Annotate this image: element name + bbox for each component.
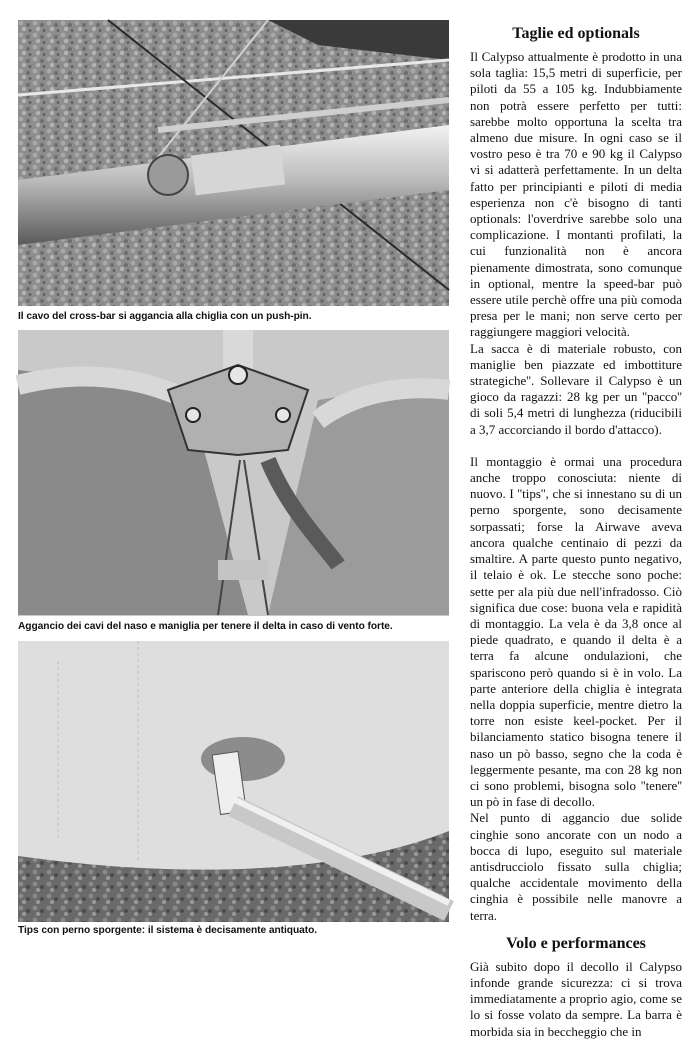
article-column	[470, 24, 682, 1040]
photo1-caption: Il cavo del cross-bar si aggancia alla chiglia con un push-pin.	[18, 311, 312, 322]
photo-crossbar-keel	[18, 20, 449, 306]
article-paragraph: Il Calypso attualmente è prodotto in una sola taglia: 15,5 metri di superficie, per piloti da 55 a 105 kg. Indubbiamente non potrà essere perfetto per tutti: sarebbe molto opportuna la scelta tra almeno due misure. In ogni caso se il vostro peso è tra 70 e 90 kg il Calypso vi si adatterà perfettamente. In un delta fatto per principianti e piloti di media esperienza non c'è bisogno di tanti optionals: l'overdrive sarebbe solo una complicazione. I montanti profilati, la cui funzionalità non è ancora pienamente dimostrata, sono comunque in optional, mentre la speed-bar può essere utile perchè offre una più comoda presa per le mani; non serve certo per raggiungere maggiori velocità.	[470, 49, 682, 340]
photo3-caption: Tips con perno sporgente: il sistema è decisamente antiquato.	[18, 925, 318, 936]
photo-wing-tip	[18, 641, 449, 922]
section-title-sizes-options: Taglie ed optionals	[512, 25, 640, 42]
article-paragraph: La sacca è di materiale robusto, con maniglie ben piazzate ed imbottiture strategiche''. Sollevare il Calypso è un gioco da ragazzi: 28 kg per un ''pacco'' di soli 5,4 metri di lunghezza (riducibili a 3,7 accorciando il bordo d'attacco).	[470, 340, 682, 437]
photo2-caption: Aggancio dei cavi del naso e maniglia per tenere il delta in caso di vento forte.	[18, 621, 393, 632]
article-paragraph: Nel punto di aggancio due solide cinghie sono ancorate con un nodo a bocca di lupo, eseguito sul materiale antisdrucciolo fissato sulla chiglia; qualche accidentale movimento della cinghia è possibile nelle manovre a terra.	[470, 810, 682, 923]
article-paragraph: Il montaggio è ormai una procedura anche troppo conosciuta: niente di nuovo. I ''tips'', che si innestano su di un perno sporgente, sono decisamente sorpassati; forse la Airwave aveva ancora qualche centinaio di pezzi da smaltire. A parte questo punto negativo, il telaio è ok. Le stecche sono poche: sette per ala più due nell'infradosso. Ciò significa due cose: buona vela e rapidità di montaggio. La vela è da 3,8 once al piede quadrato, e quando il delta è a terra fa alcune ondulazioni, che spariscono però quando si è in volo. La parte anteriore della chiglia è integrata nella doppia superficie, mentre dietro la torre non esiste keel-pocket. Per il bilanciamento statico bisogna tenere il naso un pò basso, segno che la coda è leggermente pesante, ma con 28 kg non ci sono problemi, bisogna solo ''tenere'' un pò in fase di decollo.	[470, 453, 682, 810]
section-title-flight-performance: Volo e performances	[506, 934, 646, 952]
article-paragraph: Già subito dopo il decollo il Calypso infonde grande sicurezza: ci si trova immediatamente a proprio agio, come se lo si fosse volato da sempre. La barra è morbida sia in beccheggio che in	[470, 958, 682, 1039]
photo-nose-cables	[18, 330, 449, 616]
